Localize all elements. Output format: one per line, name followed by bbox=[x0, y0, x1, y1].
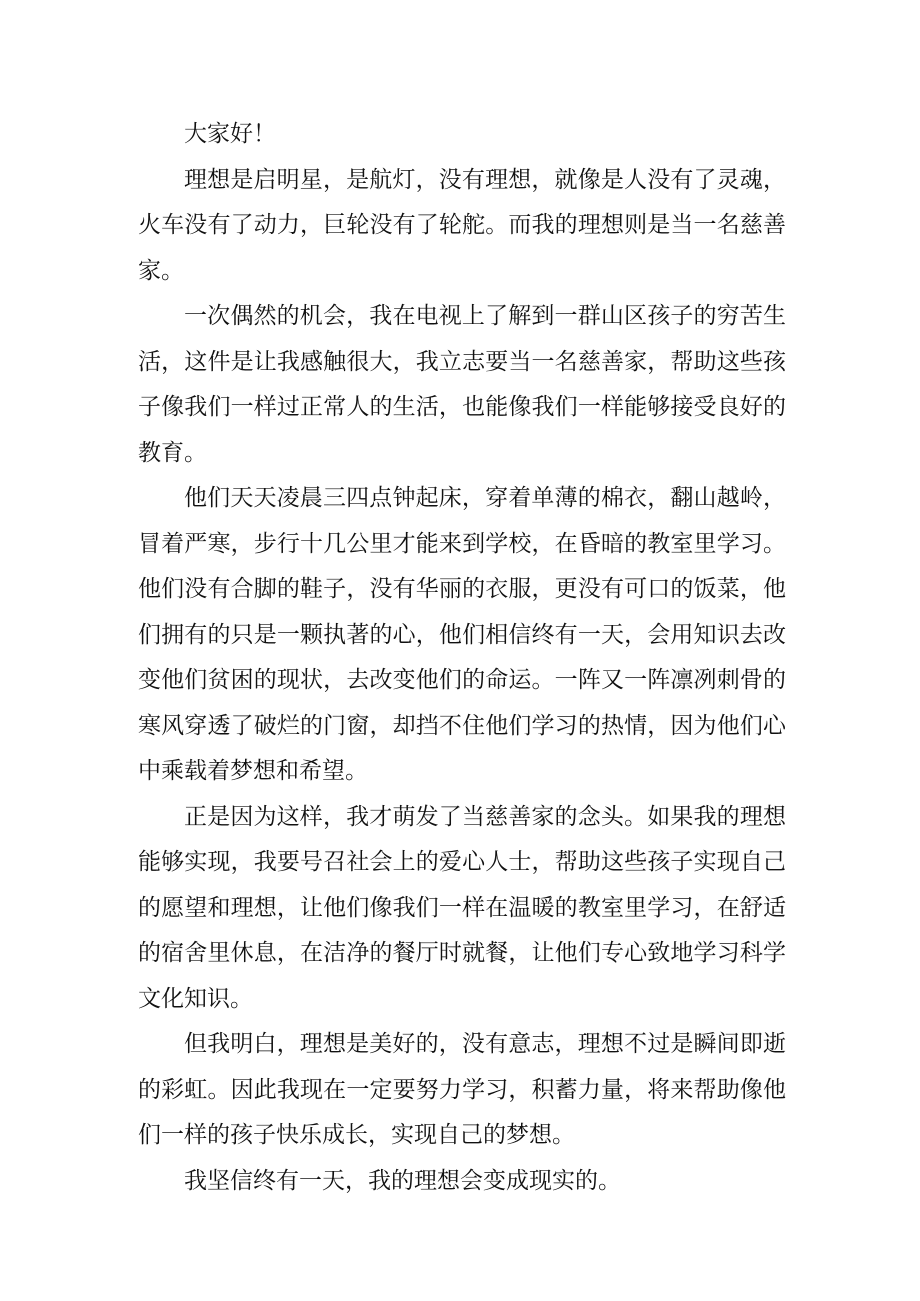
speech-body bbox=[138, 112, 786, 1204]
paragraph-5: 但我明白，理想是美好的，没有意志，理想不过是瞬间即逝的彩虹。因此我现在一定要努力学习，积蓄力量，将来帮助像他们一样的孩子快乐成长，实现自己的梦想。 bbox=[138, 1031, 786, 1148]
paragraph-6: 我坚信终有一天，我的理想会变成现实的。 bbox=[184, 1167, 621, 1194]
greeting: 大家好！ bbox=[184, 121, 276, 147]
paragraph-1: 理想是启明星，是航灯，没有理想，就像是人没有了灵魂，火车没有了动力，巨轮没有了轮舵。而我的理想则是当一名慈善家。 bbox=[138, 166, 786, 284]
paragraph-3: 他们天天凌晨三四点钟起床，穿着单薄的棉衣，翻山越岭，冒着严寒，步行十几公里才能来到学校，在昏暗的教室里学习。他们没有合脚的鞋子，没有华丽的衣服，更没有可口的饭菜，他们拥有的只是一颗执著的心，他们相信终有一天，会用知识去改变他们贫困的现状，去改变他们的命运。一阵又一阵凛冽刺骨的寒风穿透了破烂的门窗，却挡不住他们学习的热情，因为他们心中乘载着梦想和希望。 bbox=[138, 485, 786, 784]
paragraph-2: 一次偶然的机会，我在电视上了解到一群山区孩子的穷苦生活，这件是让我感触很大，我立志要当一名慈善家，帮助这些孩子像我们一样过正常人的生活，也能像我们一样能够接受良好的教育。 bbox=[138, 303, 786, 466]
paragraph-4: 正是因为这样，我才萌发了当慈善家的念头。如果我的理想能够实现，我要号召社会上的爱心人士，帮助这些孩子实现自己的愿望和理想，让他们像我们一样在温暖的教室里学习，在舒适的宿舍里休息，在洁净的餐厅时就餐，让他们专心致地学习科学文化知识。 bbox=[138, 803, 786, 1012]
